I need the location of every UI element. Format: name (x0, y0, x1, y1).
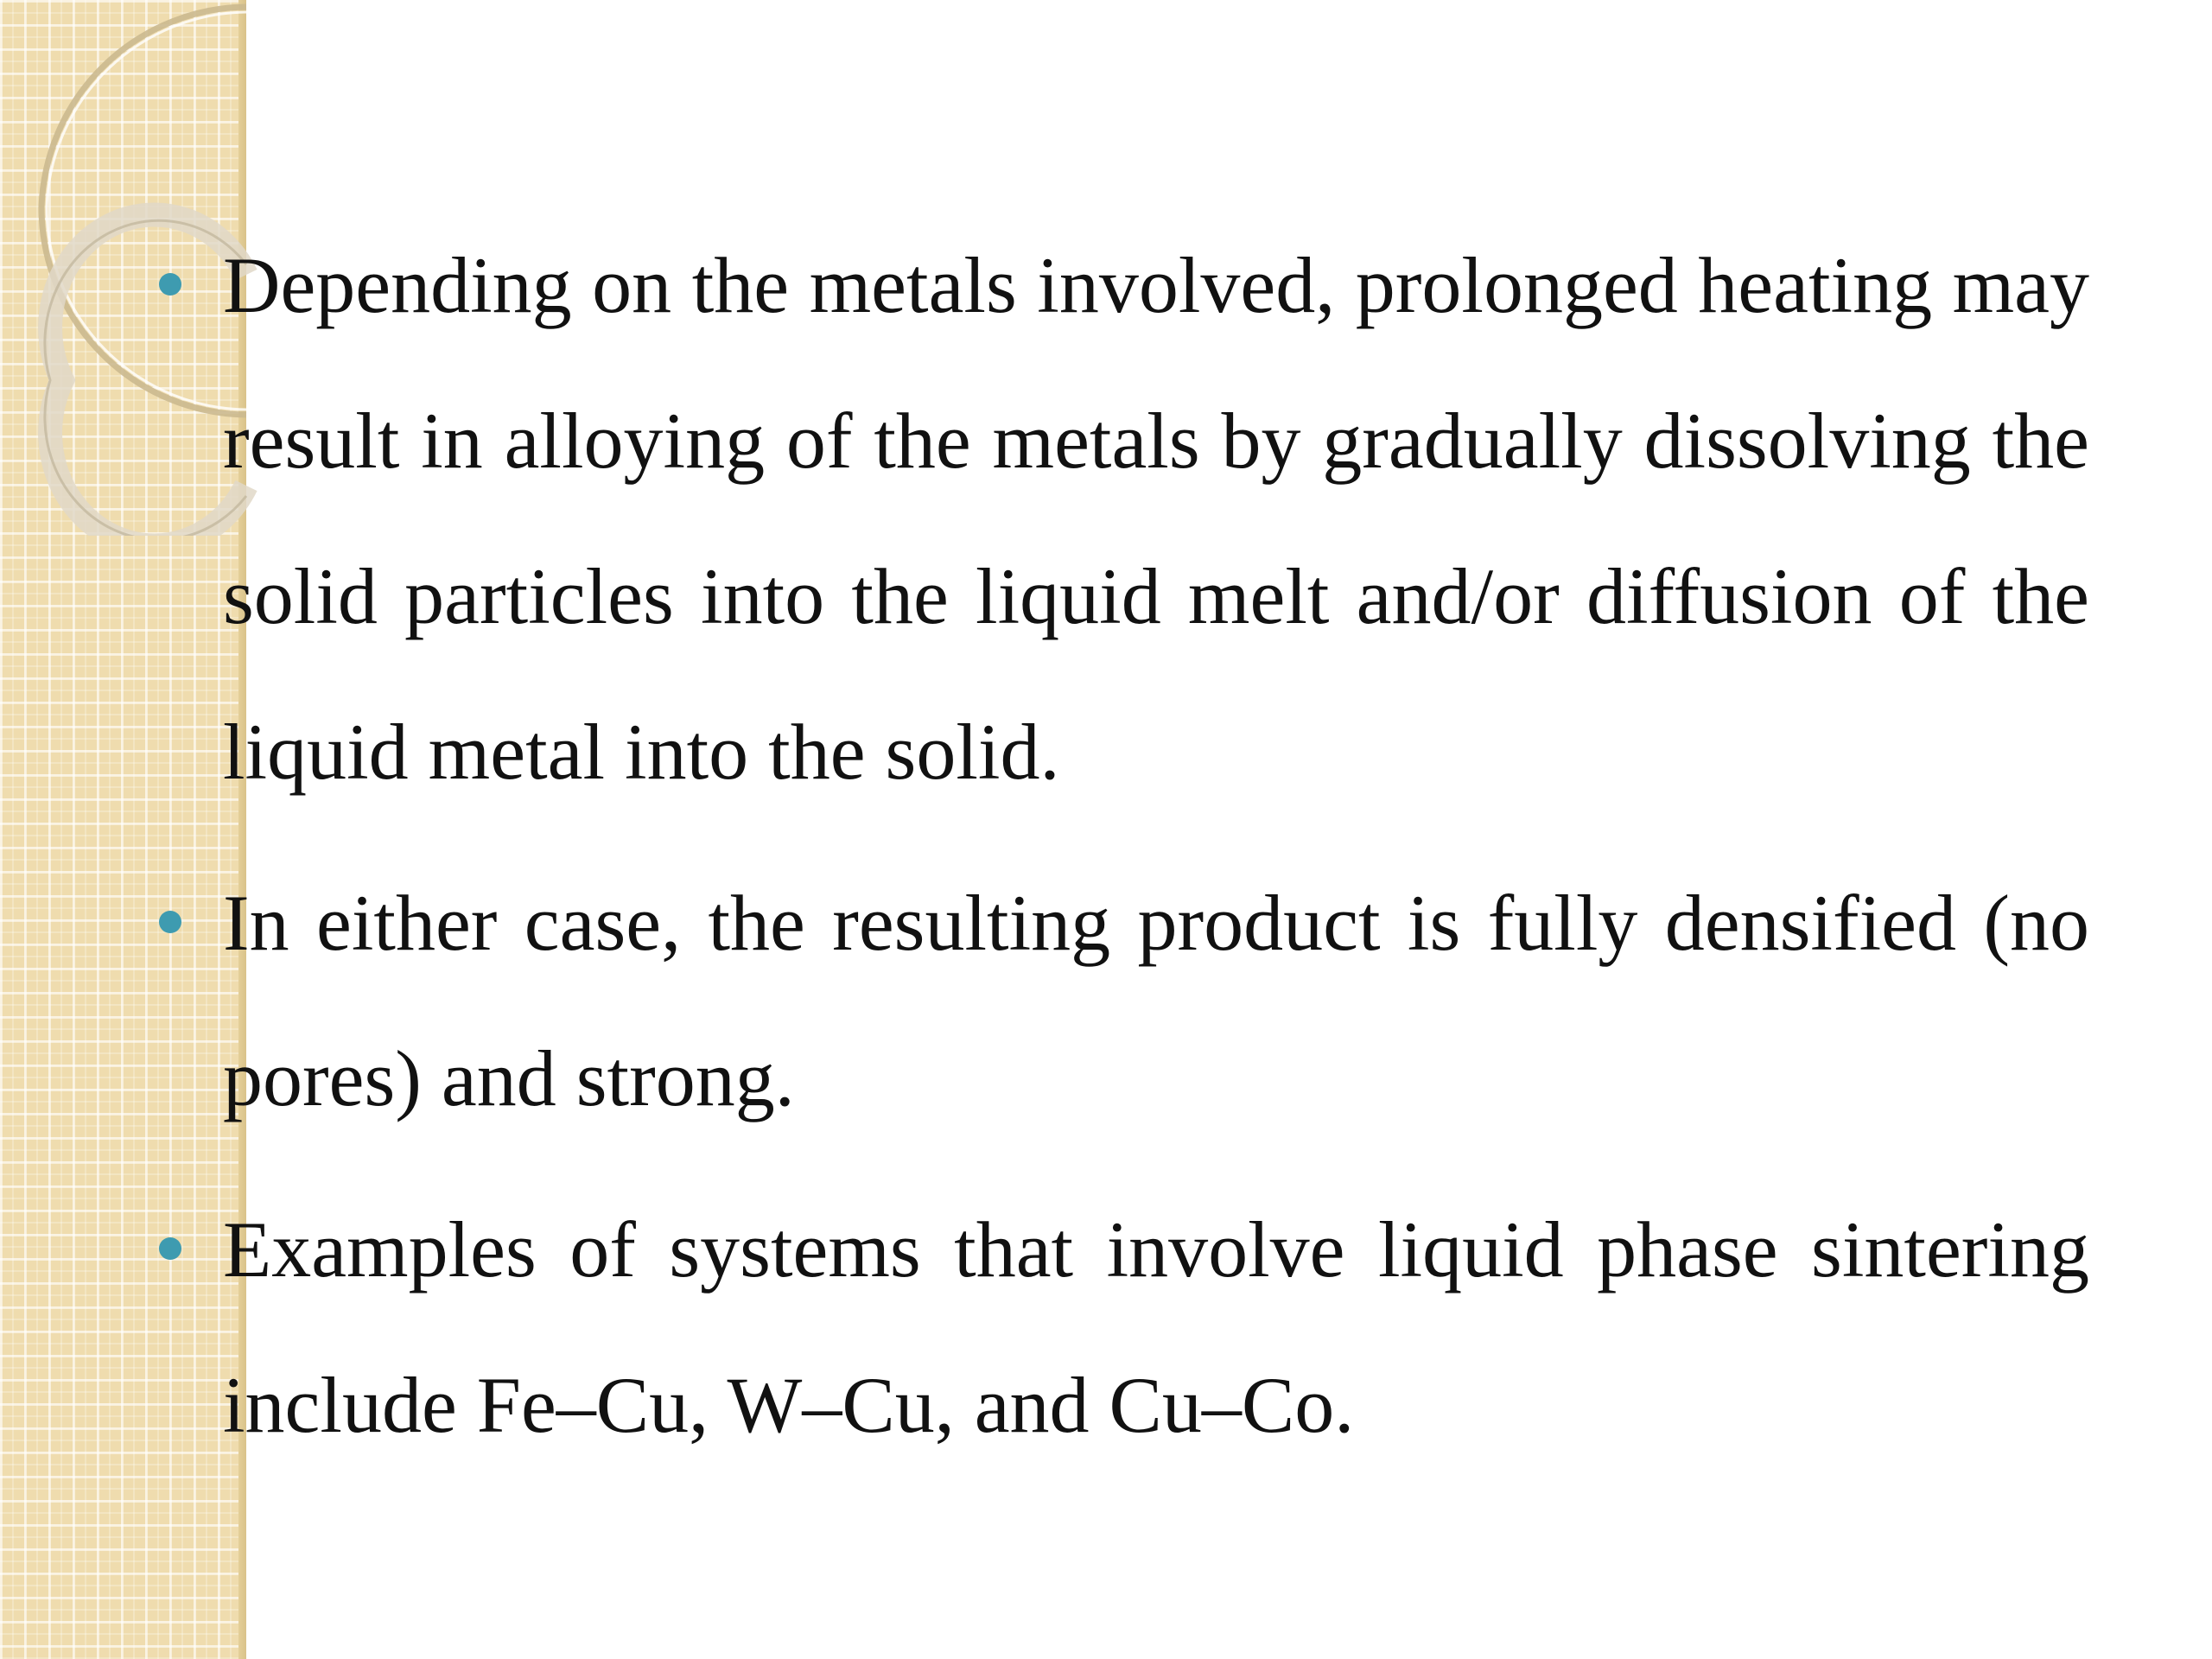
bullet-text: Depending on the metals involved, prolonged heating may result in alloying of the metals by gradually dissolving the solid particles into the liquid melt and/or diffusion of the liquid metal into the solid. (223, 241, 2089, 796)
bullet-dot-icon (159, 1237, 181, 1260)
bullet-dot-icon (159, 911, 181, 933)
bullet-text: In either case, the resulting product is fully densified (no pores) and strong. (223, 879, 2089, 1122)
decorative-rings (0, 0, 259, 536)
bullet-item-3 (223, 1172, 2089, 1483)
bullet-item-1 (223, 207, 2089, 830)
bullet-text: Examples of systems that involve liquid phase sintering include Fe–Cu, W–Cu, and Cu–Co. (223, 1205, 2089, 1449)
bullet-list (223, 207, 2089, 1498)
bullet-dot-icon (159, 273, 181, 296)
bullet-item-2 (223, 845, 2089, 1156)
